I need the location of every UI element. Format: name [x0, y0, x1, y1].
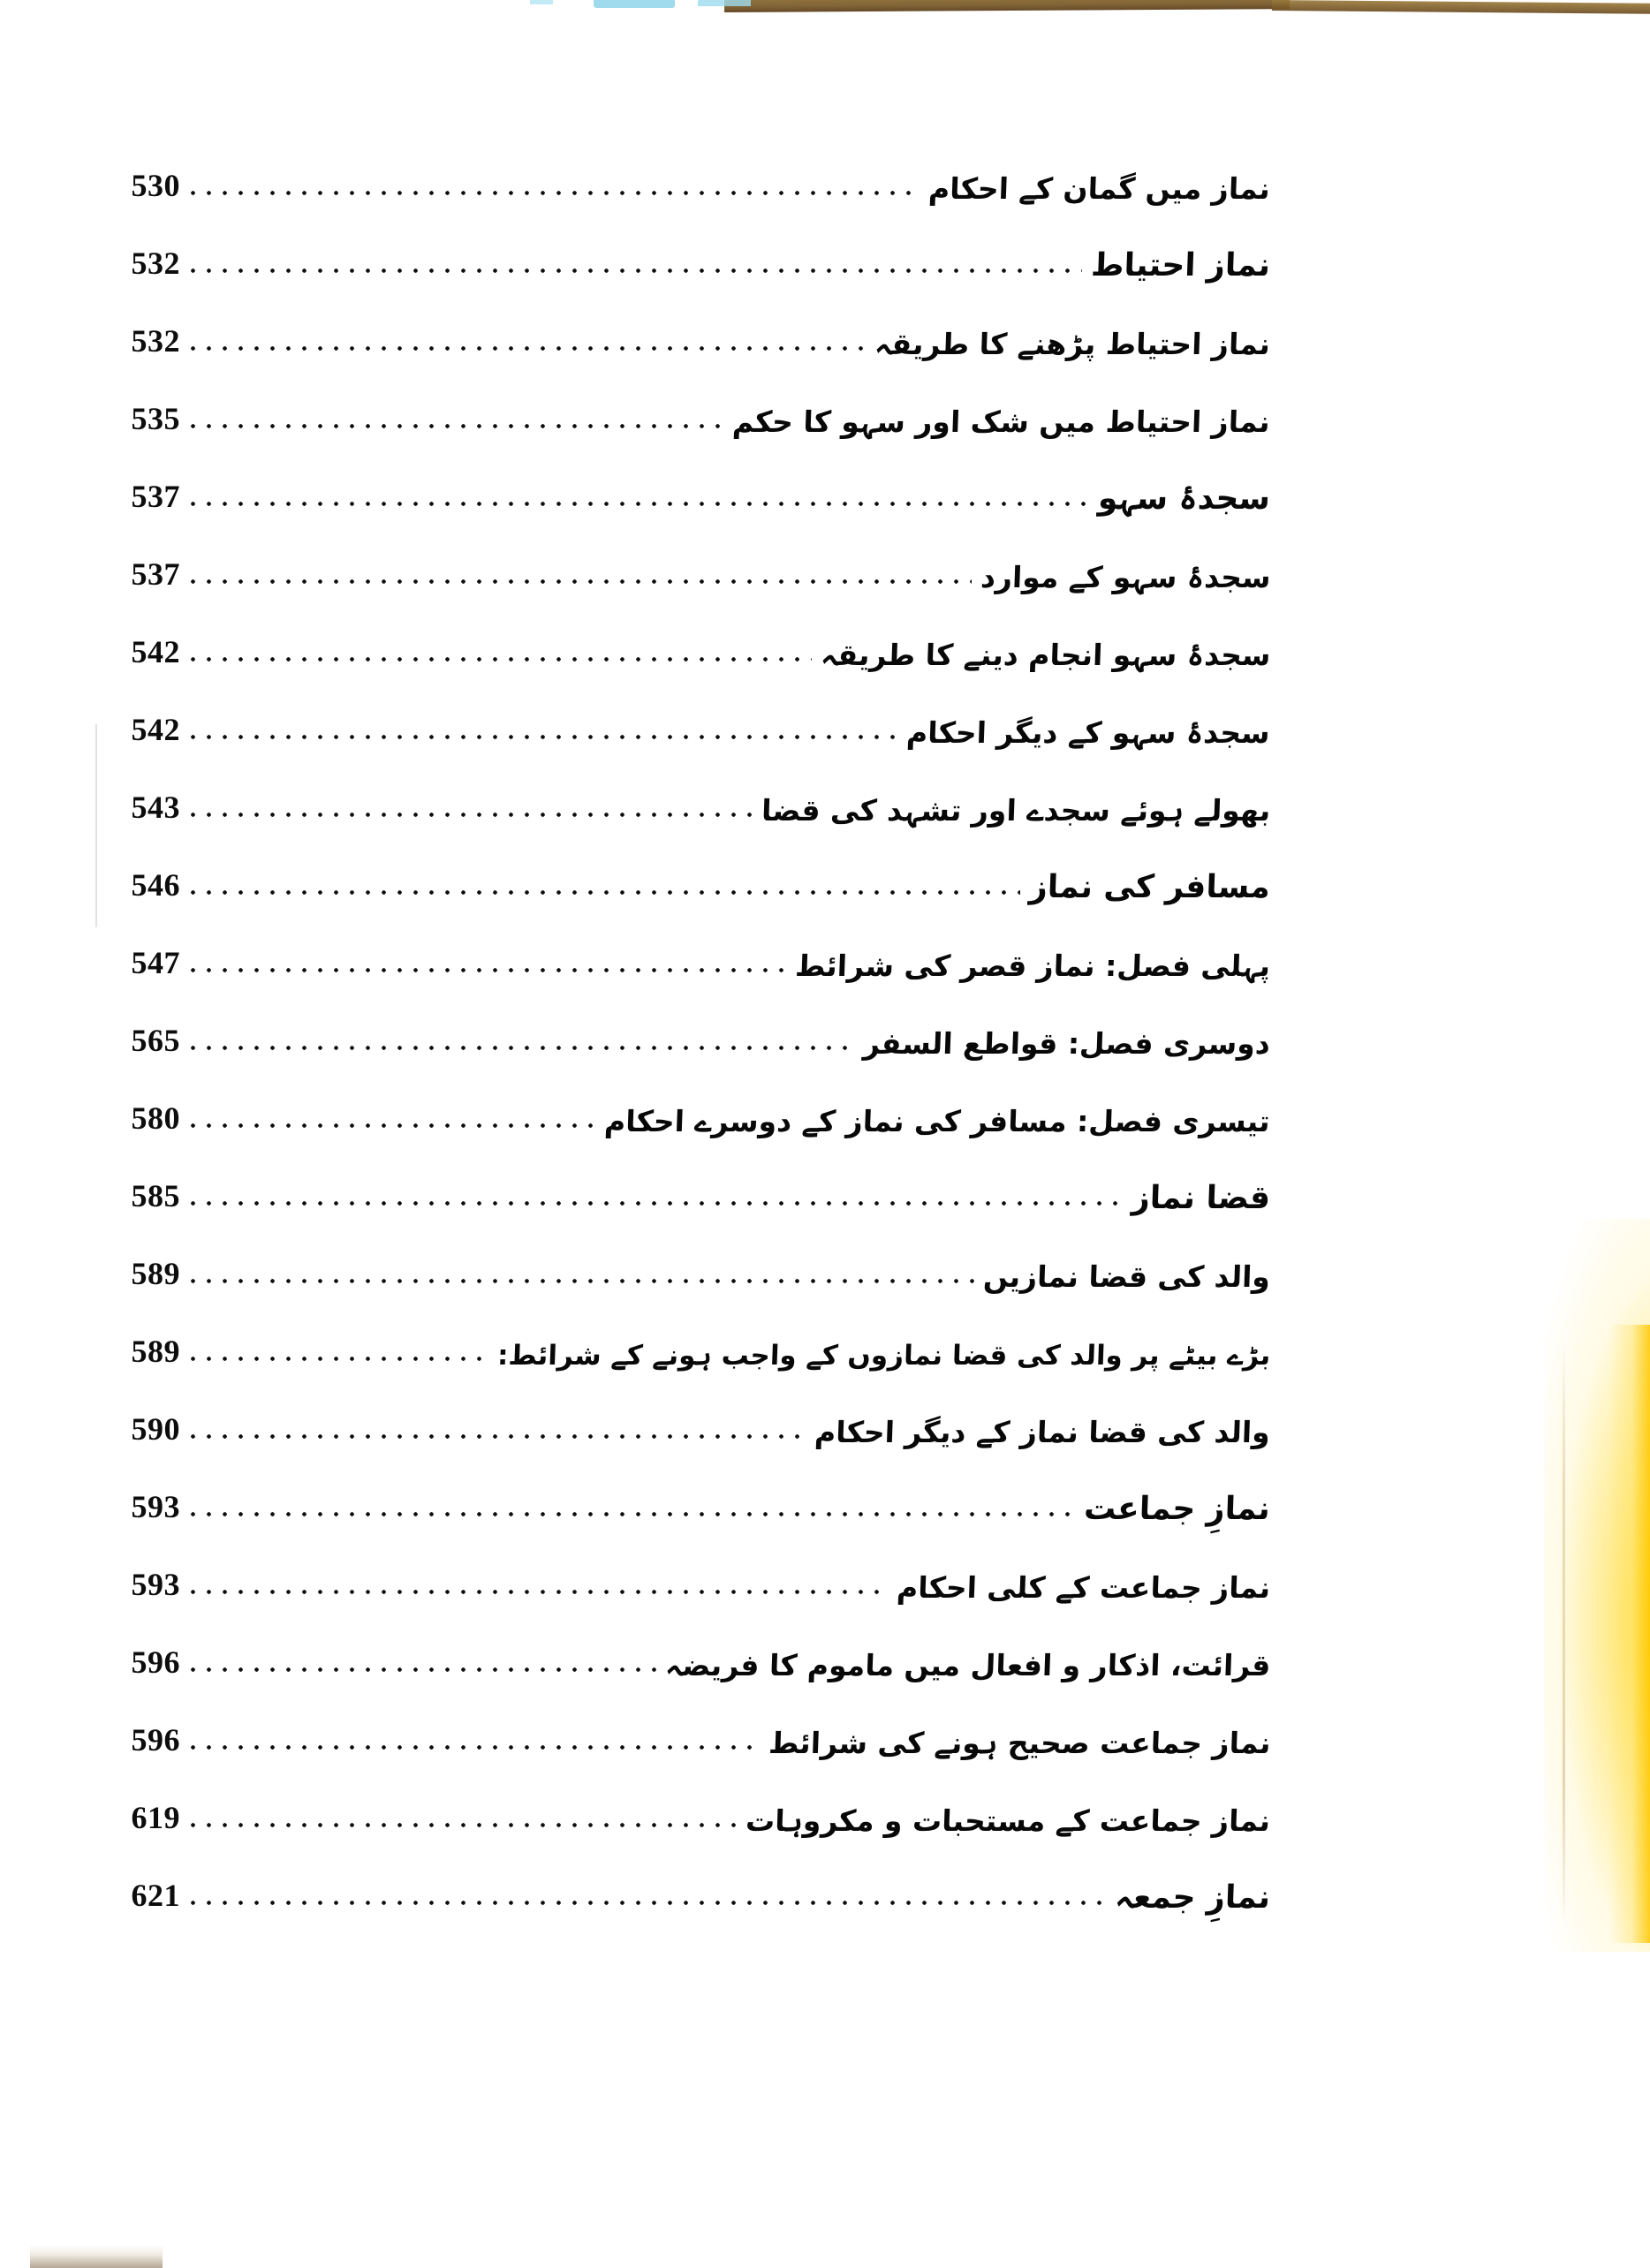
toc-page-number: 532 — [131, 323, 180, 359]
toc-entry-title: نماز میں گمان کے احکام — [927, 171, 1271, 207]
scan-edge-top-brown-strip-2 — [1272, 0, 1650, 14]
toc-dot-leader — [191, 910, 786, 987]
toc-page-number: 537 — [131, 479, 180, 514]
toc-entry[interactable] — [104, 1687, 1270, 1765]
toc-dot-leader — [191, 1531, 888, 1609]
toc-page-number: 546 — [131, 867, 180, 903]
toc-entry[interactable] — [104, 1298, 1270, 1376]
scan-edge-top-blue-fragment-b — [698, 0, 751, 6]
toc-dot-leader — [191, 521, 972, 599]
toc-entry-title: سجدۂ سہو — [1097, 480, 1271, 517]
toc-page-number: 580 — [131, 1100, 180, 1136]
toc-entry-title: سجدۂ سہو کے دیگر احکام — [905, 715, 1271, 751]
toc-entry-title: سجدۂ سہو انجام دینے کا طریقہ — [820, 638, 1271, 673]
toc-page-number: 596 — [131, 1722, 180, 1758]
toc-dot-leader — [191, 599, 812, 677]
toc-entry-title: بڑے بیٹے پر والد کی قضا نمازوں کے واجب ہونے کے شرائط: — [496, 1340, 1271, 1372]
toc-entry[interactable] — [104, 132, 1270, 210]
toc-entry[interactable] — [104, 1842, 1270, 1920]
toc-entry-title: نماز جماعت کے کلی احکام — [896, 1570, 1271, 1606]
toc-dot-leader — [191, 832, 1020, 910]
toc-page-number: 565 — [131, 1023, 180, 1058]
toc-entry[interactable] — [104, 754, 1270, 832]
toc-dot-leader — [191, 1298, 488, 1376]
toc-page-number: 593 — [131, 1567, 180, 1602]
toc-entry[interactable] — [104, 910, 1270, 987]
toc-page-number: 619 — [131, 1800, 180, 1835]
scan-edge-bottom-left-shadow — [30, 2245, 163, 2268]
toc-entry-title: قضا نماز — [1131, 1179, 1271, 1216]
toc-entry[interactable] — [104, 521, 1270, 599]
toc-dot-leader — [191, 1143, 1123, 1221]
toc-entry-title: نماز احتیاط پڑھنے کا طریقہ — [874, 327, 1271, 362]
toc-entry-title: نماز جماعت صحیح ہونے کی شرائط — [768, 1726, 1271, 1761]
toc-entry-title: تیسری فصل: مسافر کی نماز کے دوسرے احکام — [603, 1104, 1271, 1139]
toc-entry[interactable] — [104, 599, 1270, 677]
scan-edge-right-yellow-glow — [1544, 1219, 1650, 1952]
toc-dot-leader — [191, 132, 920, 210]
toc-entry[interactable] — [104, 1765, 1270, 1842]
toc-entry[interactable] — [104, 366, 1270, 443]
table-of-contents — [104, 132, 1270, 1920]
toc-entry-title: والد کی قضا نمازیں — [982, 1259, 1271, 1295]
toc-entry-title: نمازِ جمعہ — [1114, 1879, 1271, 1916]
toc-entry[interactable] — [104, 1143, 1270, 1221]
toc-entry[interactable] — [104, 1221, 1270, 1298]
toc-entry[interactable] — [104, 832, 1270, 910]
toc-entry-title: نماز احتیاط — [1090, 246, 1271, 284]
toc-entry-title: سجدۂ سہو کے موارد — [979, 560, 1271, 595]
toc-dot-leader — [191, 987, 854, 1065]
toc-page-number: 542 — [131, 634, 180, 669]
toc-dot-leader — [191, 443, 1089, 521]
scan-edge-right-page-rule — [1563, 1342, 1565, 1925]
toc-entry[interactable] — [104, 987, 1270, 1065]
toc-dot-leader — [191, 1842, 1106, 1920]
toc-page-number: 542 — [131, 712, 180, 747]
toc-page-number: 547 — [131, 945, 180, 980]
toc-entry[interactable] — [104, 1531, 1270, 1609]
toc-dot-leader — [191, 754, 753, 832]
toc-page-number: 621 — [131, 1878, 180, 1913]
toc-dot-leader — [191, 677, 897, 754]
toc-page-number: 589 — [131, 1334, 180, 1369]
scan-edge-left-mark — [95, 724, 97, 927]
toc-entry-title: مسافر کی نماز — [1028, 868, 1271, 905]
toc-entry-title: نماز جماعت کے مستحبات و مکروہات — [745, 1803, 1271, 1839]
toc-page-number: 593 — [131, 1489, 180, 1524]
toc-entry-title: قرائت، اذکار و افعال میں ماموم کا فریضہ — [664, 1648, 1271, 1683]
toc-dot-leader — [191, 1065, 595, 1143]
toc-page-number: 537 — [131, 556, 180, 592]
toc-page-number: 589 — [131, 1256, 180, 1291]
toc-page-number: 535 — [131, 401, 180, 436]
toc-page-number: 585 — [131, 1178, 180, 1213]
scan-edge-top-blue-fragment-a — [594, 0, 675, 8]
toc-entry-title: نماز احتیاط میں شک اور سہو کا حکم — [731, 404, 1271, 440]
toc-entry[interactable] — [104, 1454, 1270, 1531]
toc-page-number: 596 — [131, 1644, 180, 1680]
toc-entry[interactable] — [104, 210, 1270, 288]
toc-entry-title: نمازِ جماعت — [1083, 1490, 1271, 1527]
toc-entry[interactable] — [104, 288, 1270, 366]
scan-edge-top-brown-strip — [724, 0, 1290, 12]
toc-entry-title: بھولے ہوئے سجدے اور تشہد کی قضا — [761, 793, 1271, 828]
toc-page-number: 543 — [131, 790, 180, 825]
toc-entry-title: والد کی قضا نماز کے دیگر احکام — [814, 1415, 1271, 1450]
toc-entry[interactable] — [104, 677, 1270, 754]
toc-dot-leader — [191, 1687, 760, 1765]
toc-entry[interactable] — [104, 1609, 1270, 1687]
toc-dot-leader — [191, 1454, 1075, 1531]
toc-dot-leader — [191, 1609, 656, 1687]
scan-edge-right-yellow-band — [1609, 1325, 1650, 1943]
toc-page-number: 590 — [131, 1411, 180, 1447]
toc-entry[interactable] — [104, 1065, 1270, 1143]
toc-dot-leader — [191, 1765, 737, 1842]
toc-page-number: 530 — [131, 168, 180, 203]
toc-page-number: 532 — [131, 246, 180, 281]
scan-edge-top-blue-fragment-c — [530, 0, 553, 4]
toc-dot-leader — [191, 1376, 806, 1454]
toc-dot-leader — [191, 210, 1082, 288]
toc-dot-leader — [191, 1221, 974, 1298]
toc-entry-title: پہلی فصل: نماز قصر کی شرائط — [794, 949, 1271, 984]
toc-entry[interactable] — [104, 1376, 1270, 1454]
toc-entry[interactable] — [104, 443, 1270, 521]
toc-dot-leader — [191, 288, 866, 366]
toc-entry-title: دوسری فصل: قواطع السفر — [862, 1026, 1271, 1062]
toc-dot-leader — [191, 366, 723, 443]
